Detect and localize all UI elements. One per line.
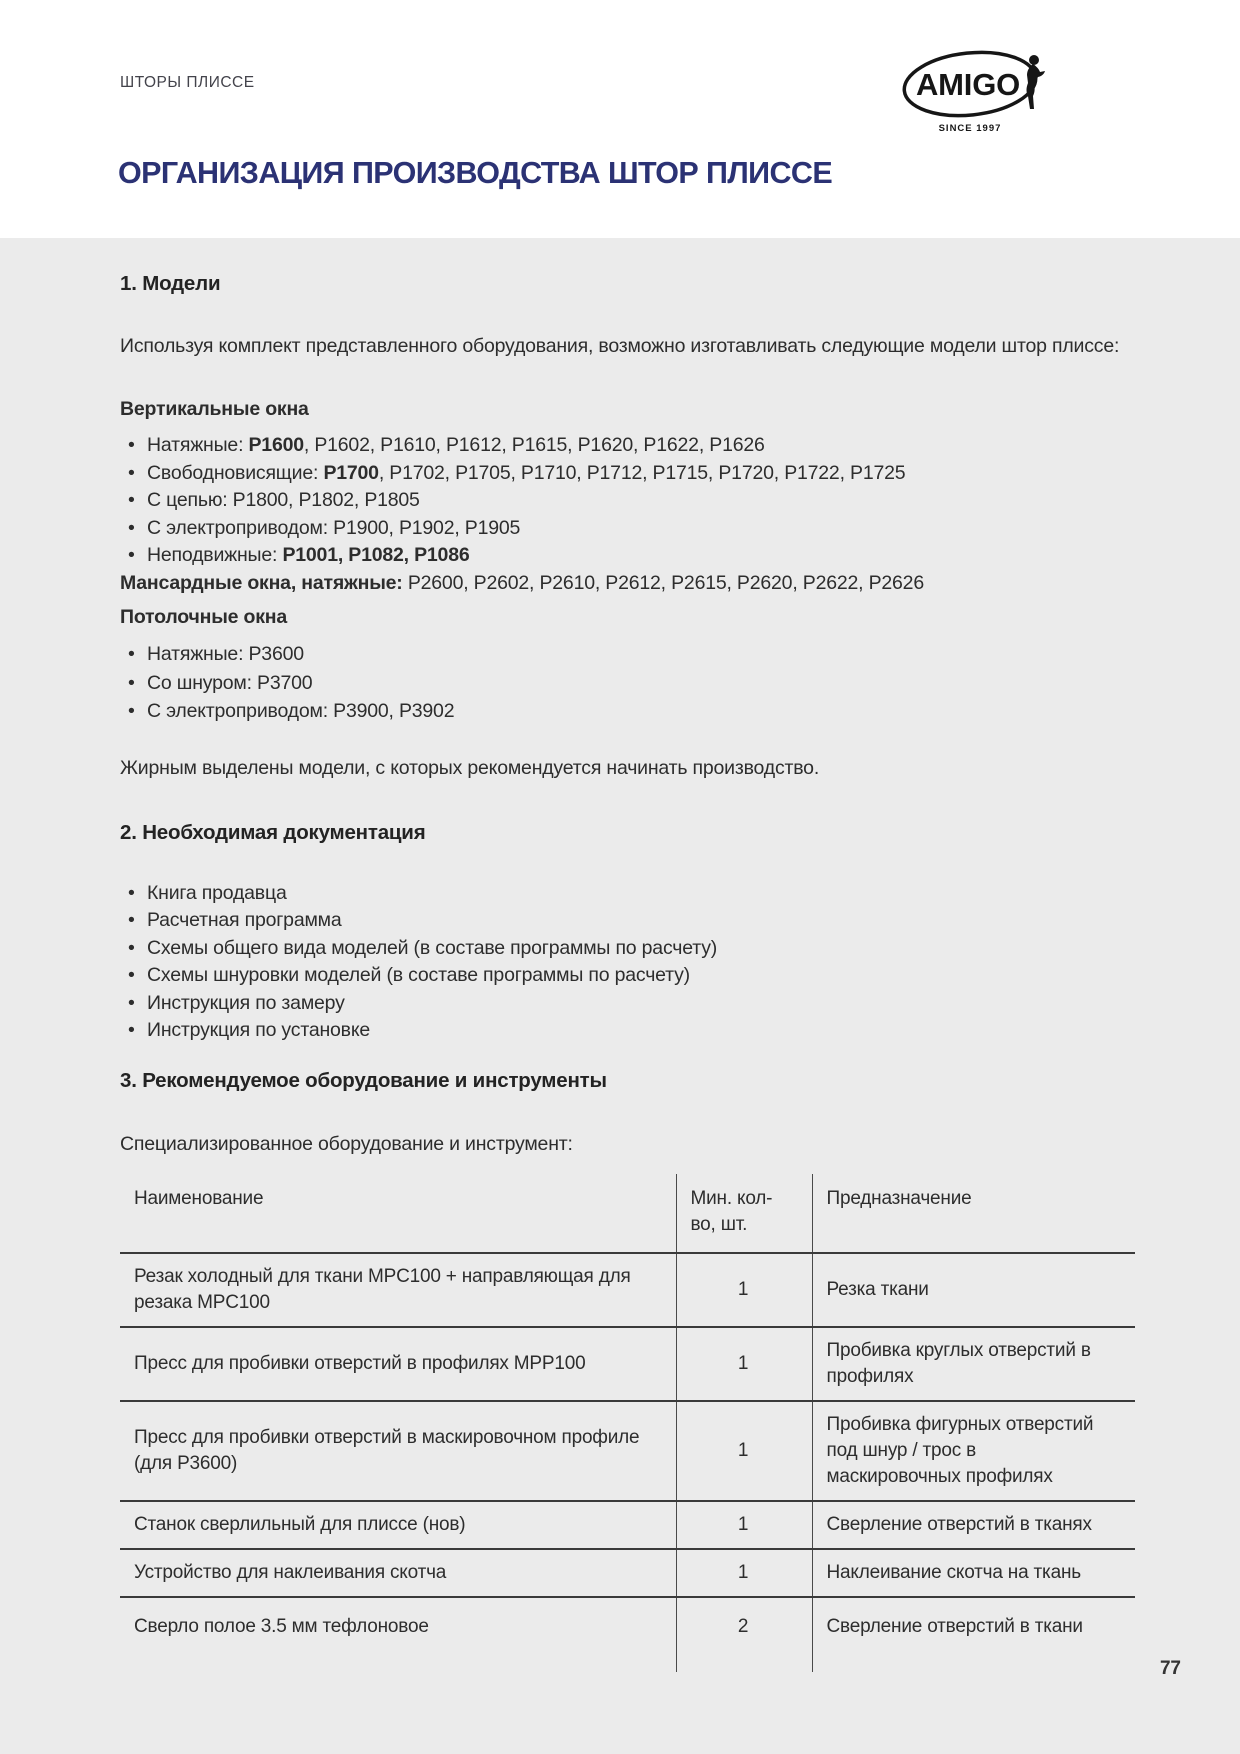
list-item: • Инструкция по установке — [120, 1017, 1120, 1045]
mansard-label: Мансардные окна, натяжные: — [120, 571, 403, 594]
header-kicker: ШТОРЫ ПЛИССЕ — [120, 74, 255, 91]
column-header-purpose: Предназначение — [812, 1174, 1135, 1253]
table-row — [120, 1597, 1135, 1672]
equipment-table — [120, 1174, 1135, 1672]
document-header — [0, 0, 1240, 238]
cell-purpose: Сверление отверстий в тканях — [812, 1501, 1135, 1549]
item-text: С цепью: P1800, P1802, P1805 — [147, 489, 420, 511]
list-item: • Схемы общего вида моделей (в составе программы по расчету) — [120, 935, 1120, 963]
list-item — [120, 515, 1120, 543]
list-item — [120, 432, 1120, 460]
cell-qty: 1 — [676, 1501, 812, 1549]
content-band — [0, 238, 1240, 1754]
vertical-windows-list — [120, 432, 1120, 570]
models-intro: Используя комплект представленного оборудования, возможно изготавливать следующие модели штор плиссе: — [120, 335, 1120, 357]
cell-name: Устройство для наклеивания скотча — [120, 1549, 676, 1597]
amigo-logo — [898, 48, 1058, 141]
item-bold-models: P1600 — [248, 434, 304, 456]
list-item: • С электроприводом: P3900, P3902 — [120, 697, 1120, 726]
item-text: Свободновисящие: — [147, 461, 324, 484]
cell-qty: 1 — [676, 1327, 812, 1401]
cell-purpose: Сверление отверстий в ткани — [812, 1597, 1135, 1672]
item-bold-models: P1700 — [323, 461, 379, 484]
list-item — [120, 542, 1120, 570]
item-text: С электроприводом: P1900, P1902, P1905 — [147, 516, 521, 539]
logo-since: SINCE 1997 — [938, 123, 1002, 134]
cell-name: Станок сверлильный для плиссе (нов) — [120, 1501, 676, 1549]
table-header-row — [120, 1174, 1135, 1253]
cell-qty: 1 — [676, 1549, 812, 1597]
table-row — [120, 1327, 1135, 1401]
cell-qty: 1 — [676, 1401, 812, 1501]
vertical-windows-subheading: Вертикальные окна — [120, 398, 309, 420]
list-item: • Расчетная программа — [120, 907, 1120, 935]
table-row — [120, 1253, 1135, 1327]
section-equipment-heading: 3. Рекомендуемое оборудование и инструменты — [120, 1068, 607, 1092]
list-item: • Инструкция по замеру — [120, 990, 1120, 1018]
cell-purpose: Резка ткани — [826, 1278, 929, 1300]
ceiling-windows-list — [120, 640, 1120, 726]
list-item: • Схемы шнуровки моделей (в составе программы по расчету) — [120, 962, 1120, 990]
amigo-logo-icon — [898, 48, 1058, 136]
table-row — [120, 1501, 1135, 1549]
list-item — [120, 487, 1120, 515]
section-models-heading: 1. Модели — [120, 272, 221, 295]
list-item: • Со шнуром: P3700 — [120, 669, 1120, 698]
column-header-qty: Мин. кол-во, шт. — [676, 1174, 812, 1253]
cell-name: Резак холодный для ткани MPC100 + направляющая для резака MPC100 — [134, 1265, 631, 1313]
cell-name: Пресс для пробивки отверстий в профилях MPP100 — [120, 1327, 676, 1401]
cell-purpose: Пробивка круглых отверстий в профилях — [812, 1327, 1135, 1401]
list-item: • Книга продавца — [120, 880, 1120, 908]
documentation-list — [120, 880, 1120, 1045]
item-bold-models: P1001, P1082, P1086 — [282, 544, 470, 566]
list-item: • Натяжные: P3600 — [120, 640, 1120, 669]
section-documentation-heading: 2. Необходимая документация — [120, 820, 426, 844]
table-row — [120, 1401, 1135, 1501]
item-text: Натяжные: — [147, 434, 249, 456]
page-number: 77 — [1160, 1658, 1181, 1679]
list-item — [120, 460, 1120, 488]
table-row — [120, 1549, 1135, 1597]
page-title: ОРГАНИЗАЦИЯ ПРОИЗВОДСТВА ШТОР ПЛИССЕ — [118, 156, 833, 190]
mansard-windows-line — [120, 570, 1120, 598]
bold-models-note: Жирным выделены модели, с которых рекомендуется начинать производство. — [120, 756, 820, 779]
cell-qty: 1 — [676, 1253, 812, 1327]
item-text: , P1702, P1705, P1710, P1712, P1715, P1720, P1722, P1725 — [378, 461, 906, 484]
cell-name: Сверло полое 3.5 мм тефлоновое — [120, 1597, 676, 1672]
cell-name: Пресс для пробивки отверстий в маскировочном профиле (для P3600) — [120, 1401, 676, 1501]
ceiling-windows-subheading: Потолочные окна — [120, 606, 288, 628]
logo-wordmark: AMIGO — [915, 67, 1021, 102]
column-header-name: Наименование — [120, 1174, 676, 1253]
item-text: Неподвижные: — [147, 544, 283, 566]
item-text: , P1602, P1610, P1612, P1615, P1620, P1622, P1626 — [303, 434, 765, 456]
cell-purpose: Пробивка фигурных отверстий под шнур / трос в маскировочных профилях — [812, 1401, 1135, 1501]
cell-qty: 2 — [676, 1597, 812, 1672]
cell-purpose: Наклеивание скотча на ткань — [812, 1549, 1135, 1597]
equipment-intro: Специализированное оборудование и инструмент: — [120, 1132, 573, 1155]
mansard-models: P2600, P2602, P2610, P2612, P2615, P2620, P2622, P2626 — [402, 571, 924, 594]
